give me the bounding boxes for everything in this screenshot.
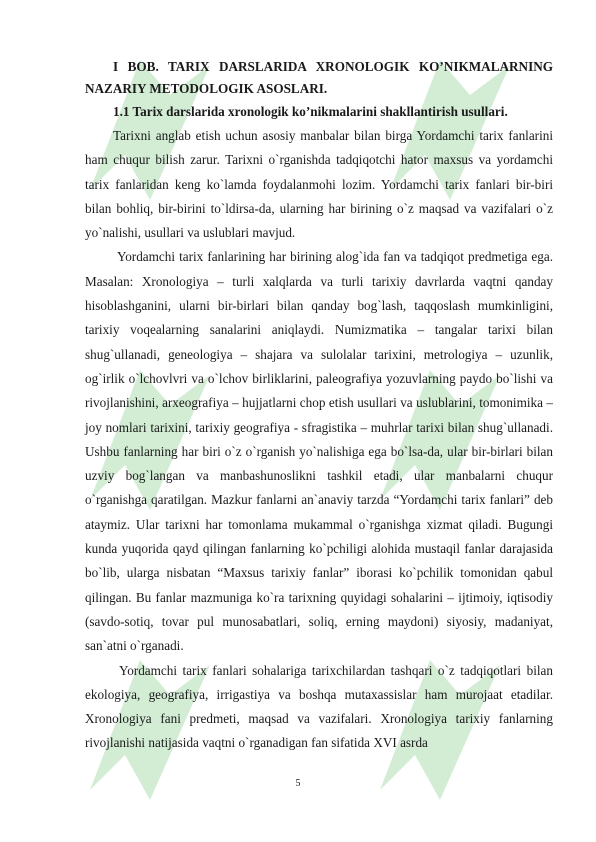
paragraph: Yordamchi tarix fanlari sohalariga tarixchilardan tashqari o`z tadqiqotlari bilan ekologiya, geografiya, irrigastiya va boshqa mutaxassislar ham murojaat etadilar. Xronologiya fani predmeti, maqsad va vazifalari. Xronologiya tarixiy fanlarning rivojlanishi natijasida vaqtni o`rganadigan fan sifatida XVI asrda [85,662,553,751]
paragraph: Yordamchi tarix fanlarining har birining alog`ida fan va tadqiqot predmetiga ega. Masalan: Xronologiya – turli xalqlarda va turli tarixiy davrlarda vaqtni qanday hisoblashganini, ularni bir-birlari bilan qanday bog`lash, taqqoslash mumkinligini, tarixiy voqealarning sanalarini aniqlaydi. Numizmatika – tangalar tarixi bilan shug`ullanadi, geneologiya – shajara va sulolalar tarixini, metrologiya – uzunlik, og`irlik o`lchovlvri va o`lchov birliklarini, paleografiya yozuvlarning paydo bo`lishi va rivojlanishini, arxeografiya – hujjatlarni chop etish usullari va uslublarini, tomonimika – joy nomlari tarixini, tarixiy geografiya - sfragistika – muhrlar tarixi bilan shug`ullanadi. Ushbu fanlarning har biri o`z o`rganish yo`nalishiga ega bo`lsa-da, ular bir-birlari bilan uzviy bog`langan va manbashunoslikni tashkil etadi, ular manbalarni chuqur o`rganishga qaratilgan. Mazkur fanlarni an`anaviy tarzda “Yordamchi tarix fanlari” deb ataymiz. Ular tarixni har tomonlama mukammal o`rganishga xizmat qiladi. Bugungi kunda yuqorida qayd qilingan fanlarning ko`pchiligi alohida mustaqil fanlar darajasida bo`lib, ularga nisbatan “Maxsus tarixiy fanlar” iborasi ko`pchilik tomonidan qabul qilingan. Bu fanlar mazmuniga ko`ra tarixning quyidagi sohalarini – ijtimoiy, iqtisodiy (savdo-sotiq, tovar pul munosabatlari, soliq, erning maydoni) siyosiy, madaniyat, san`atni o`rganadi. [85,249,553,654]
chapter-title: I BOB. TARIX DARSLARIDA XRONOLOGIK KO’NIKMALARNING NAZARIY METODOLOGIK ASOSLARI. [85,59,553,96]
page-number: 5 [295,778,301,789]
paragraph: Tarixni anglab etish uchun asosiy manbalar bilan birga Yordamchi tarix fanlarini ham chuqur bilish zarur. Tarixni o`rganishda tadqiqotchi hator maxsus va yordamchi tarix fanlaridan keng ko`lamda foydalanmohi lozim. Yordamchi tarix fanlari bir-biri bilan bohliq, bir-birini to`ldirsa-da, ularning har birining o`z maqsad va vazifalari o`z yo`nalishi, usullari va uslublari mavjud. [85,128,553,241]
page-content [85,56,553,756]
section-title: 1.1 Tarix darslarida xronologik ko’nikmalarini shakllantirish usullari. [113,104,508,119]
